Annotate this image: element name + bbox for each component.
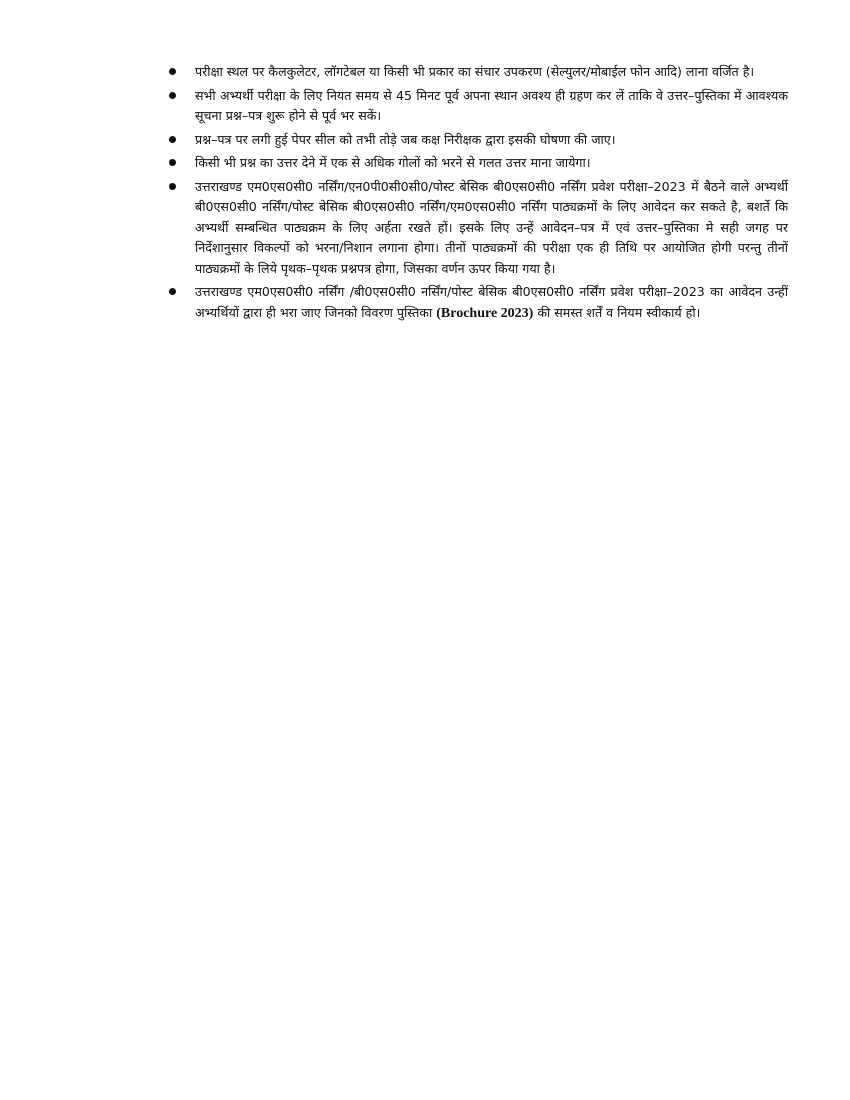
bullet-icon [169,136,176,143]
instruction-text-after: की समस्त शर्तें व नियम स्वीकार्य हो। [533,304,701,320]
list-item [168,62,788,83]
instruction-text: उत्तराखण्ड एम0एस0सी0 नर्सिंग/एन0पी0सी0सी0/पोस्ट बेसिक बी0एस0सी0 नर्सिंग प्रवेश परीक्षा–2023 में बैठने वाले अभ्यर्थी बी0एस0सी0 नर्सिंग/पोस्ट बेसिक बी0एस0सी0 नर्सिंग/एम0एस0सी0 नर्सिंग पाठ्यक्रमों के लिए आवेदन कर सकते है, बशर्ते कि अभ्यर्थी सम्बन्धित पाठ्यक्रम के लिए अर्हता रखते हों। इसके लिए उन्हें आवेदन–पत्र में एवं उत्तर–पुस्तिका मे सही जगह पर निर्देशानुसार विकल्पों को भरना/निशान लगाना होगा। तीनों पाठ्यक्रमों की परीक्षा एक ही तिथि पर आयोजित होगी परन्तु तीनों पाठ्यक्रमों के लिये पृथक–पृथक प्रश्नपत्र होगा, जिसका वर्णन ऊपर किया गया है। [195,178,788,276]
list-item [168,153,788,174]
bullet-icon [169,68,176,75]
bullet-icon [169,288,176,295]
brochure-reference: (Brochure 2023) [436,305,534,321]
bullet-icon [169,183,176,190]
bullet-icon [169,159,176,166]
instruction-text: परीक्षा स्थल पर कैलकुलेटर, लॉगटेबल या किसी भी प्रकार का संचार उपकरण (सेल्युलर/मोबाईल फोन आदि) लाना वर्जित है। [195,64,755,79]
list-item [168,130,788,151]
instruction-text: किसी भी प्रश्न का उत्तर देने में एक से अधिक गोलों को भरने से गलत उत्तर माना जायेगा। [195,155,591,170]
bullet-icon [169,92,176,99]
instruction-text-before: उत्तराखण्ड एम0एस0सी0 नर्सिंग /बी0एस0सी0 नर्सिंग/पोस्ट बेसिक बी0एस0सी0 नर्सिंग प्रवेश परीक्षा–2023 का आवेदन उन्हीं अभ्यर्थियों द्वारा ही भरा जाए जिनको विवरण पुस्तिका [195,284,788,320]
list-item [168,177,788,280]
list-item [168,282,788,324]
instruction-list [168,62,788,327]
instruction-text: सभी अभ्यर्थी परीक्षा के लिए नियत समय से 45 मिनट पूर्व अपना स्थान अवश्य ही ग्रहण कर लें ताकि वे उत्तर–पुस्तिका में आवश्यक सूचना प्रश्न–पत्र शुरू होने से पूर्व भर सकें। [195,87,788,123]
list-item [168,86,788,127]
instruction-text: प्रश्न–पत्र पर लगी हुई पेपर सील को तभी तोड़े जब कक्ष निरीक्षक द्वारा इसकी घोषणा की जाए। [195,131,616,147]
